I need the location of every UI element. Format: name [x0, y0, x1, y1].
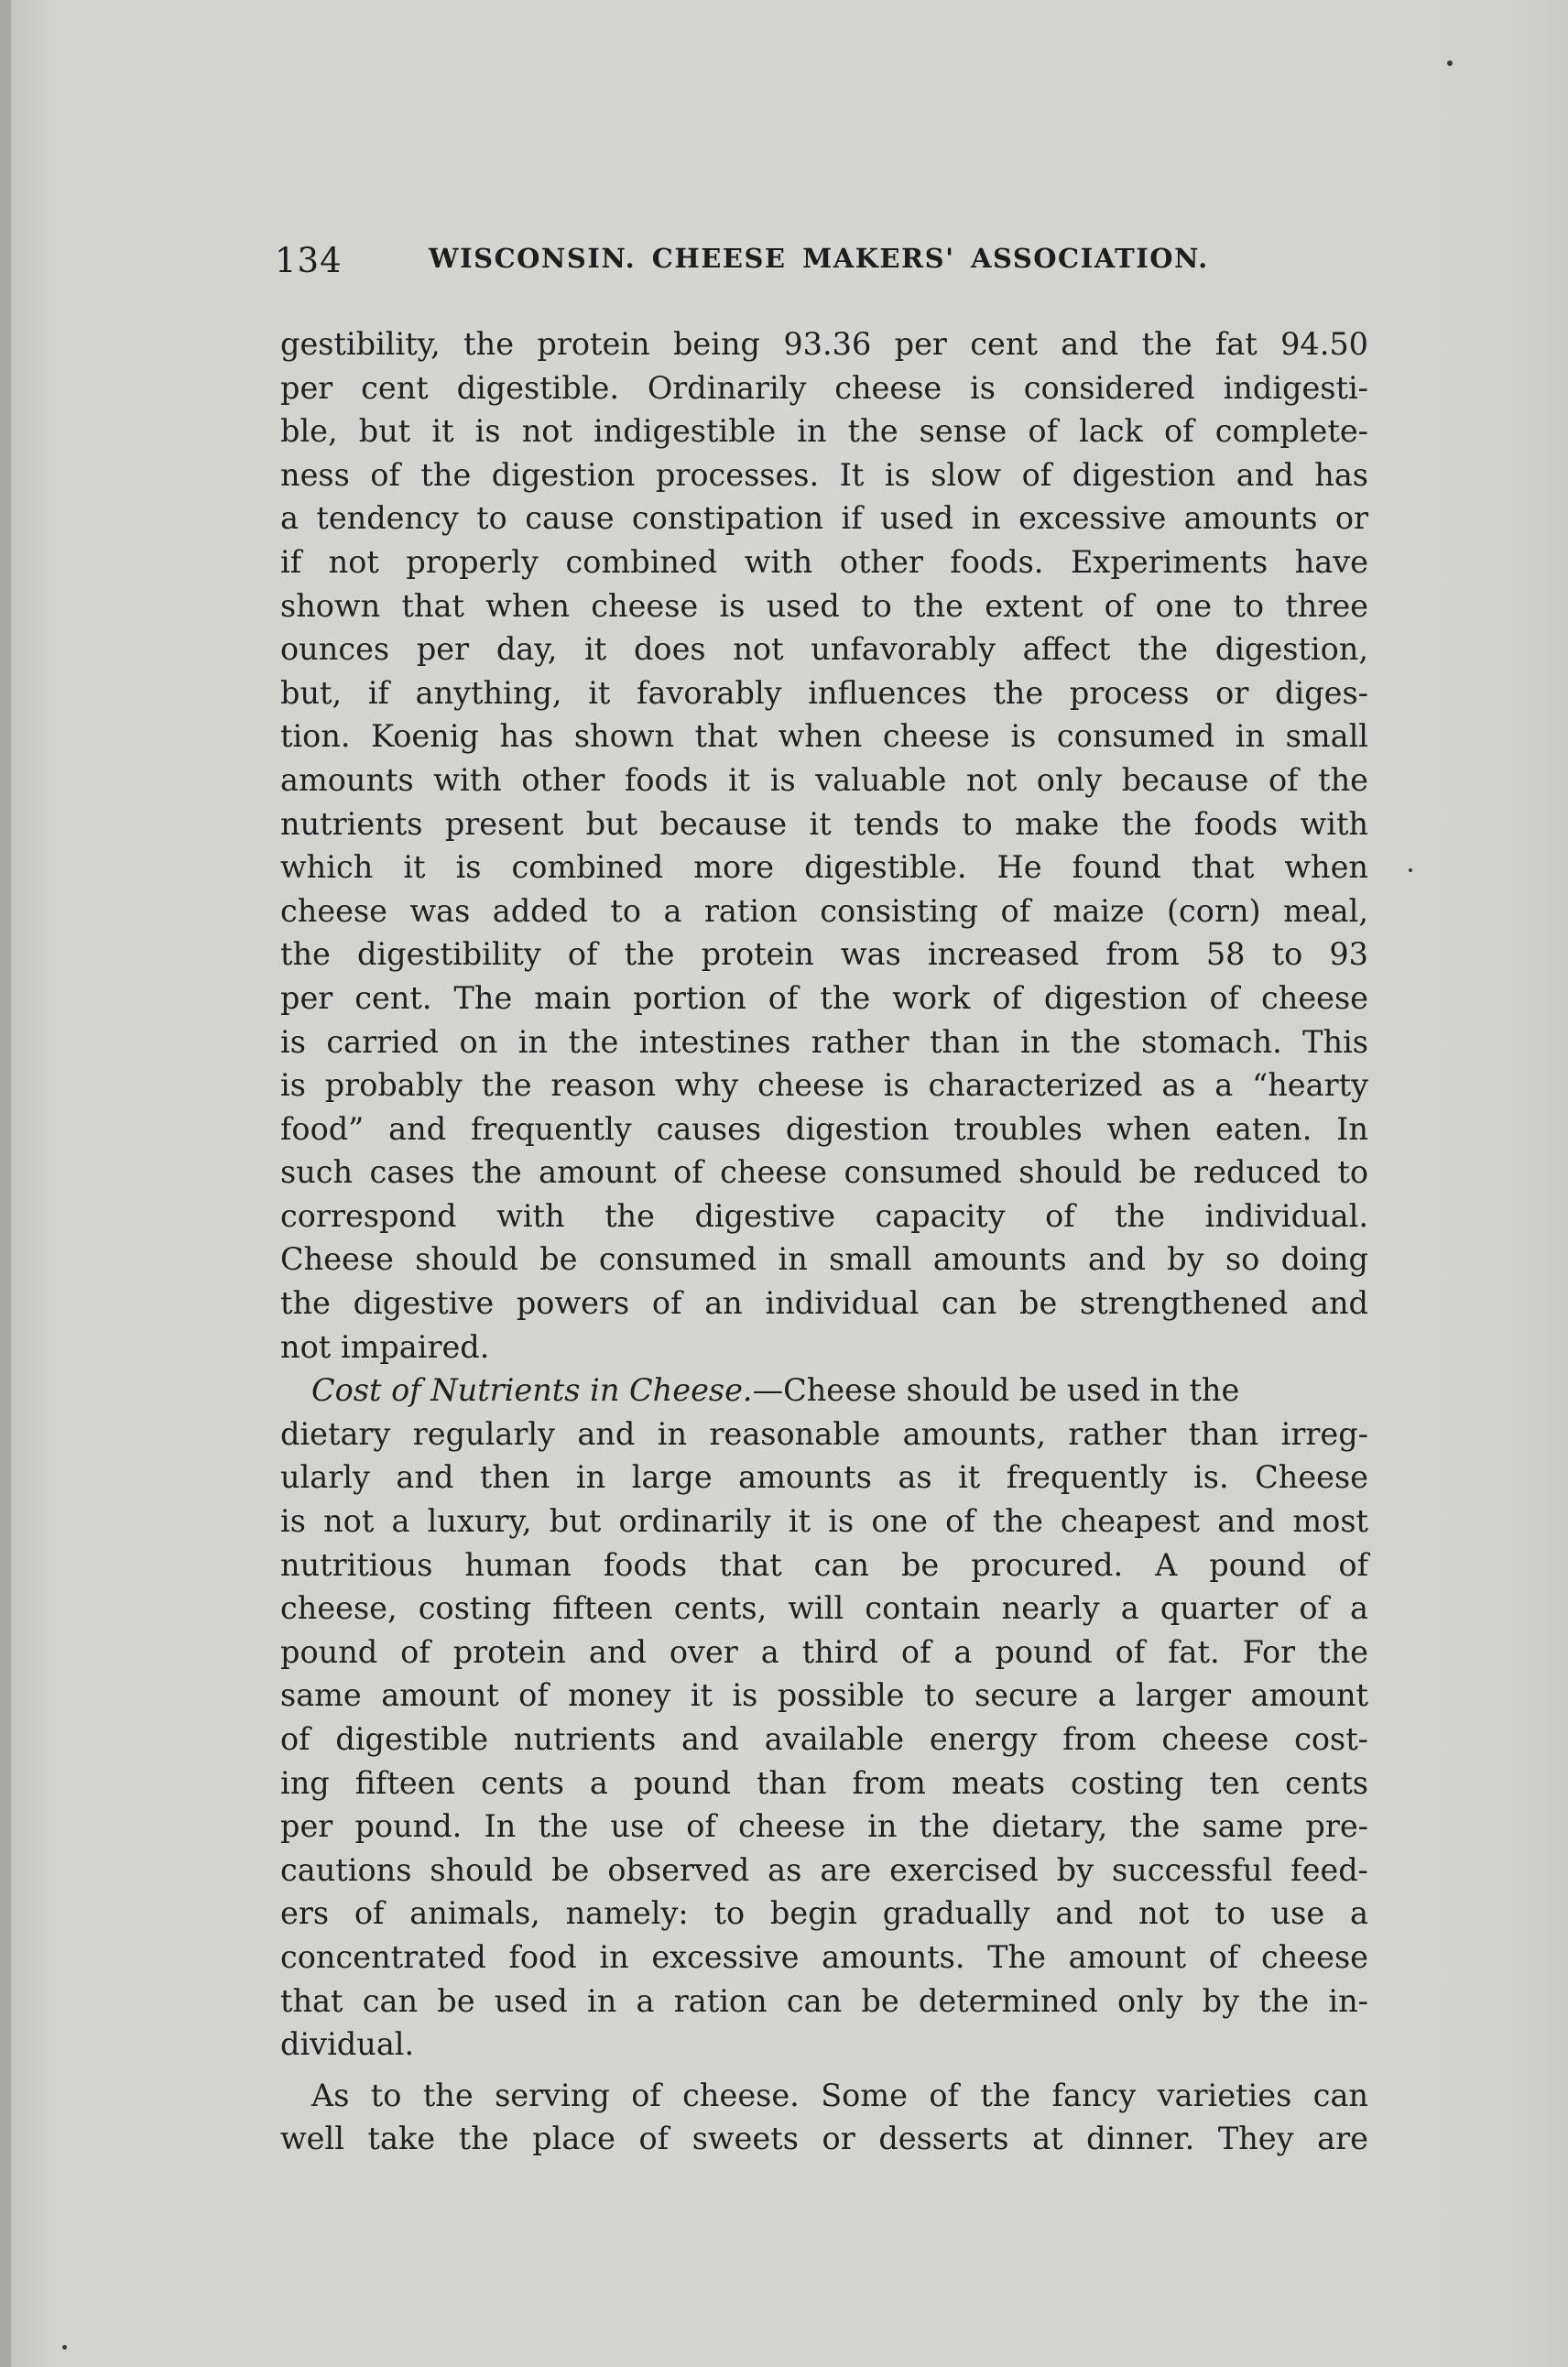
text-line: shown that when cheese is used to the extent of one to three — [280, 587, 1368, 624]
text-line: such cases the amount of cheese consumed should be reduced to — [280, 1154, 1368, 1191]
text-line: the digestibility of the protein was increased from 58 to 93 — [280, 936, 1368, 973]
ink-speck — [1447, 60, 1453, 66]
text-line: well take the place of sweets or desserts at dinner. They are — [280, 2121, 1368, 2157]
text-line: the digestive powers of an individual can be strengthened and — [280, 1285, 1368, 1322]
body-text — [280, 322, 1368, 2161]
text-line: concentrated food in excessive amounts. The amount of cheese — [280, 1938, 1368, 1975]
running-head: WISCONSIN. CHEESE MAKERS' ASSOCIATION. — [429, 243, 1209, 274]
text-line: is carried on in the intestines rather than in the stomach. This — [280, 1023, 1368, 1060]
text-line: same amount of money it is possible to secure a larger amount — [280, 1677, 1368, 1714]
text-line: pound of protein and over a third of a pound of fat. For the — [280, 1633, 1368, 1670]
text-line: ounces per day, it does not unfavorably affect the digestion, — [280, 631, 1368, 668]
text-line: cheese, costing fifteen cents, will contain nearly a quarter of a — [280, 1590, 1368, 1627]
text-line: gestibility, the protein being 93.36 per cent and the fat 94.50 — [280, 326, 1368, 362]
ink-speck — [62, 2345, 67, 2350]
text-line: ularly and then in large amounts as it frequently is. Cheese — [280, 1459, 1368, 1496]
text-line: amounts with other foods it is valuable not only because of the — [280, 761, 1368, 798]
text-line: of digestible nutrients and available energy from cheese cost- — [280, 1721, 1368, 1757]
text-line: correspond with the digestive capacity of the individual. — [280, 1197, 1368, 1234]
text-line: ble, but it is not indigestible in the sense of lack of complete- — [280, 413, 1368, 450]
text-line: nutritious human foods that can be procured. A pound of — [280, 1546, 1368, 1583]
text-line: but, if anything, it favorably influences the process or diges- — [280, 674, 1368, 711]
text-line: As to the serving of cheese. Some of the fancy varieties can — [311, 2077, 1368, 2113]
text-line: per cent digestible. Ordinarily cheese is considered indigesti- — [280, 369, 1368, 406]
section-heading: Cost of Nutrients in Cheese. — [311, 1372, 753, 1409]
text-line: per pound. In the use of cheese in the dietary, the same pre- — [280, 1808, 1368, 1845]
text-line: dietary regularly and in reasonable amounts, rather than irreg- — [280, 1415, 1368, 1452]
text-line: food” and frequently causes digestion troubles when eaten. In — [280, 1110, 1368, 1147]
text-line: that can be used in a ration can be determined only by the in- — [280, 1982, 1368, 2019]
page-edge-shadow — [0, 0, 11, 2367]
ink-speck — [1409, 868, 1412, 872]
section-first-line — [280, 1369, 1368, 1413]
page-header — [275, 234, 1374, 289]
text-line: Cheese should be consumed in small amounts and by so doing — [280, 1241, 1368, 1278]
text-line: if not properly combined with other foods. Experiments have — [280, 543, 1368, 580]
text-line: tion. Koenig has shown that when cheese is consumed in small — [280, 718, 1368, 755]
text-line: per cent. The main portion of the work of digestion of cheese — [280, 979, 1368, 1016]
text-line: cheese was added to a ration consisting of maize (corn) meal, — [280, 892, 1368, 929]
text-line: ness of the digestion processes. It is slow of digestion and has — [280, 456, 1368, 493]
text-line: which it is combined more digestible. He found that when — [280, 849, 1368, 886]
text-line: is probably the reason why cheese is characterized as a “hearty — [280, 1067, 1368, 1104]
text-line-rest: —Cheese should be used in the — [752, 1372, 1240, 1409]
text-line: not impaired. — [280, 1328, 490, 1365]
text-line: nutrients present but because it tends to make the foods with — [280, 805, 1368, 842]
page-number: 134 — [275, 241, 343, 280]
text-line: is not a luxury, but ordinarily it is one of the cheapest and most — [280, 1503, 1368, 1540]
text-line: ers of animals, namely: to begin gradually and not to use a — [280, 1895, 1368, 1932]
text-line: ing fifteen cents a pound than from meats costing ten cents — [280, 1764, 1368, 1801]
text-line: a tendency to cause constipation if used in excessive amounts or — [280, 500, 1368, 537]
text-line: dividual. — [280, 2026, 415, 2063]
text-line: cautions should be observed as are exercised by successful feed- — [280, 1851, 1368, 1888]
